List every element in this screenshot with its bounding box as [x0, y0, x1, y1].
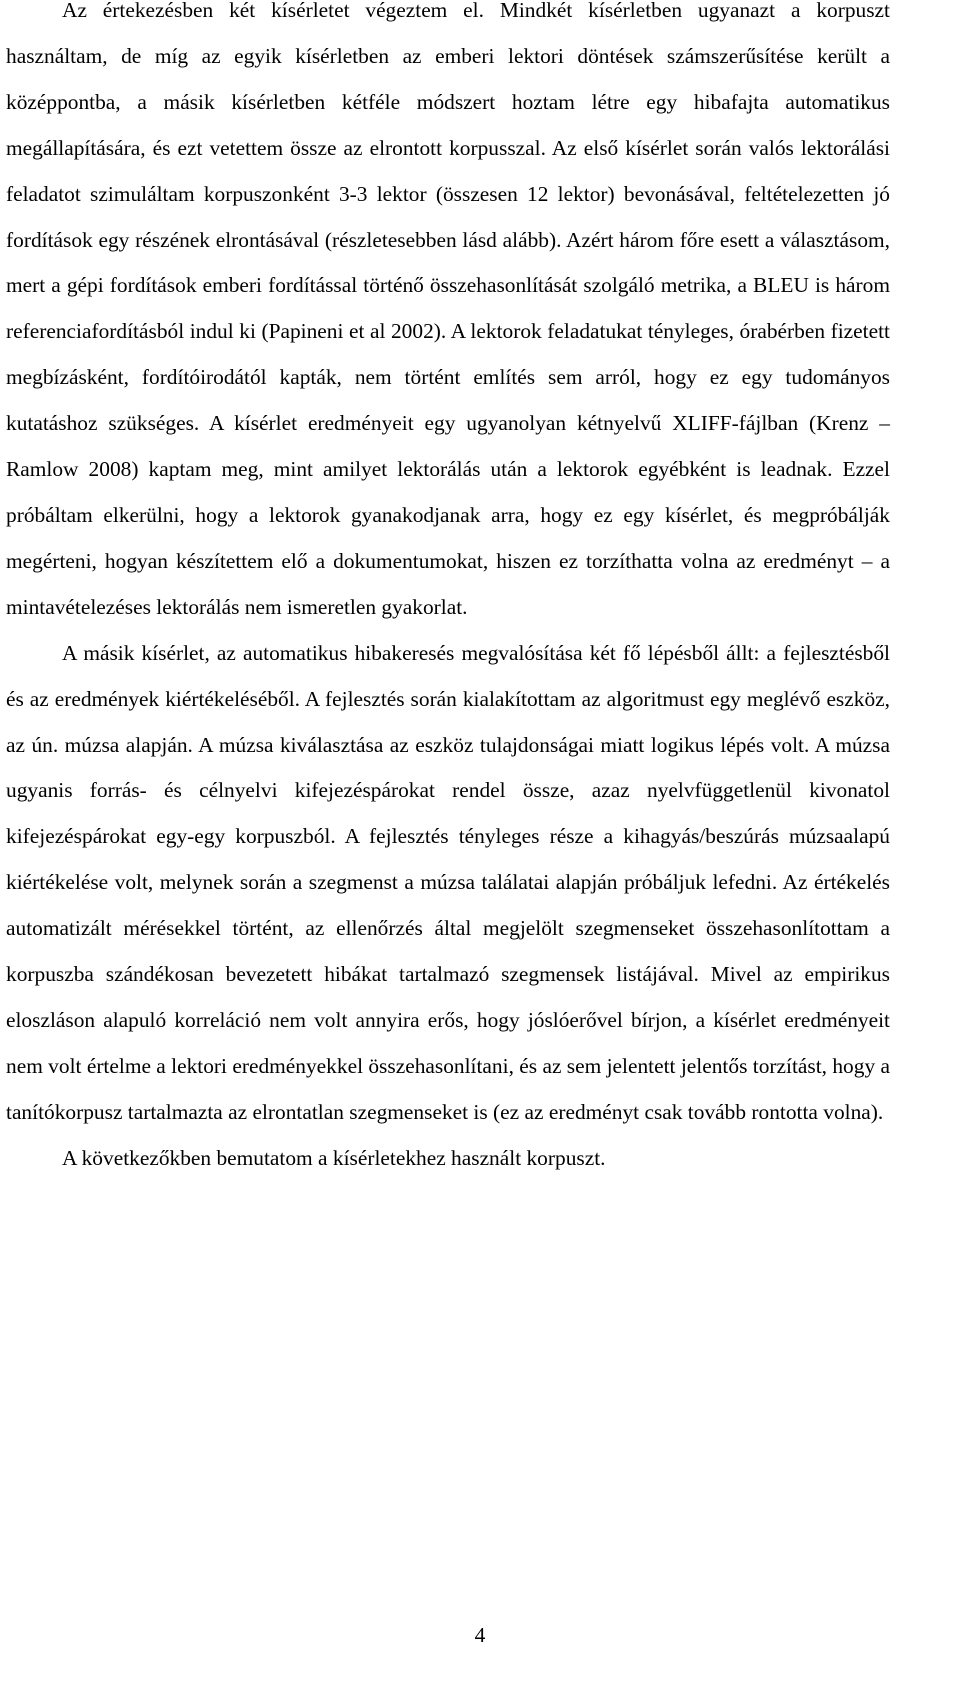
paragraph-experiments-overview: Az értekezésben két kísérletet végeztem el. Mindkét kísérletben ugyanazt a korpuszt használtam, de míg az egyik kísérletben az emberi lektori döntések számszerűsítése került a középpontba, a másik kísérletben kétféle módszert hoztam létre egy hibafajta automatikus megállapítására, és ezt vetettem össze az elrontott korpusszal. Az első kísérlet során valós lektorálási feladatot szimuláltam korpuszonként 3-3 lektor (összesen 12 lektor) bevonásával, feltételezetten jó fordítások egy részének elrontásával (részletesebben lásd alább). Azért három főre esett a választásom, mert a gépi fordítások emberi fordítással történő összehasonlítását szolgáló metrika, a BLEU is három referenciafordításból indul ki (Papineni et al 2002). A lektorok feladatukat tényleges, órabérben fizetett megbízásként, fordítóirodától kapták, nem történt említés sem arról, hogy ez egy tudományos kutatáshoz szükséges. A kísérlet eredményeit egy ugyanolyan kétnyelvű XLIFF-fájlban (Krenz – Ramlow 2008) kaptam meg, mint amilyet lektorálás után a lektorok egyébként is leadnak. Ezzel próbáltam elkerülni, hogy a lektorok gyanakodjanak arra, hogy ez egy kísérlet, és megpróbálják megérteni, hogyan készítettem elő a dokumentumokat, hiszen ez torzíthatta volna az eredményt – a mintavételezéses lektorálás nem ismeretlen gyakorlat. — [6, 0, 890, 619]
paragraph-second-experiment: A másik kísérlet, az automatikus hibakeresés megvalósítása két fő lépésből állt: a fejlesztésből és az eredmények kiértékeléséből. A fejlesztés során kialakítottam az algoritmust egy meglévő eszköz, az ún. múzsa alapján. A múzsa kiválasztása az eszköz tulajdonságai miatt logikus lépés volt. A múzsa ugyanis forrás- és célnyelvi kifejezéspárokat rendel össze, azaz nyelvfüggetlenül kivonatol kifejezéspárokat egy-egy korpuszból. A fejlesztés tényleges része a kihagyás/beszúrás múzsaalapú kiértékelése volt, melynek során a szegmenst a múzsa találatai alapján próbáljuk lefedni. Az értékelés automatizált mérésekkel történt, az ellenőrzés által megjelölt szegmenseket összehasonlítottam a korpuszba szándékosan bevezetett hibákat tartalmazó szegmensek listájával. Mivel az empirikus eloszláson alapuló korreláció nem volt annyira erős, hogy jóslóerővel bírjon, a kísérlet eredményeit nem volt értelme a lektori eredményekkel összehasonlítani, és az sem jelentett jelentős torzítást, hogy a tanítókorpusz tartalmazta az elrontatlan szegmenseket is (ez az eredményt csak tovább rontotta volna). — [6, 640, 890, 1124]
page-number: 4 — [474, 1623, 486, 1647]
paragraph-corpus-intro: A következőkben bemutatom a kísérletekhez használt korpuszt. — [62, 1145, 606, 1170]
body-text — [6, 0, 890, 1182]
